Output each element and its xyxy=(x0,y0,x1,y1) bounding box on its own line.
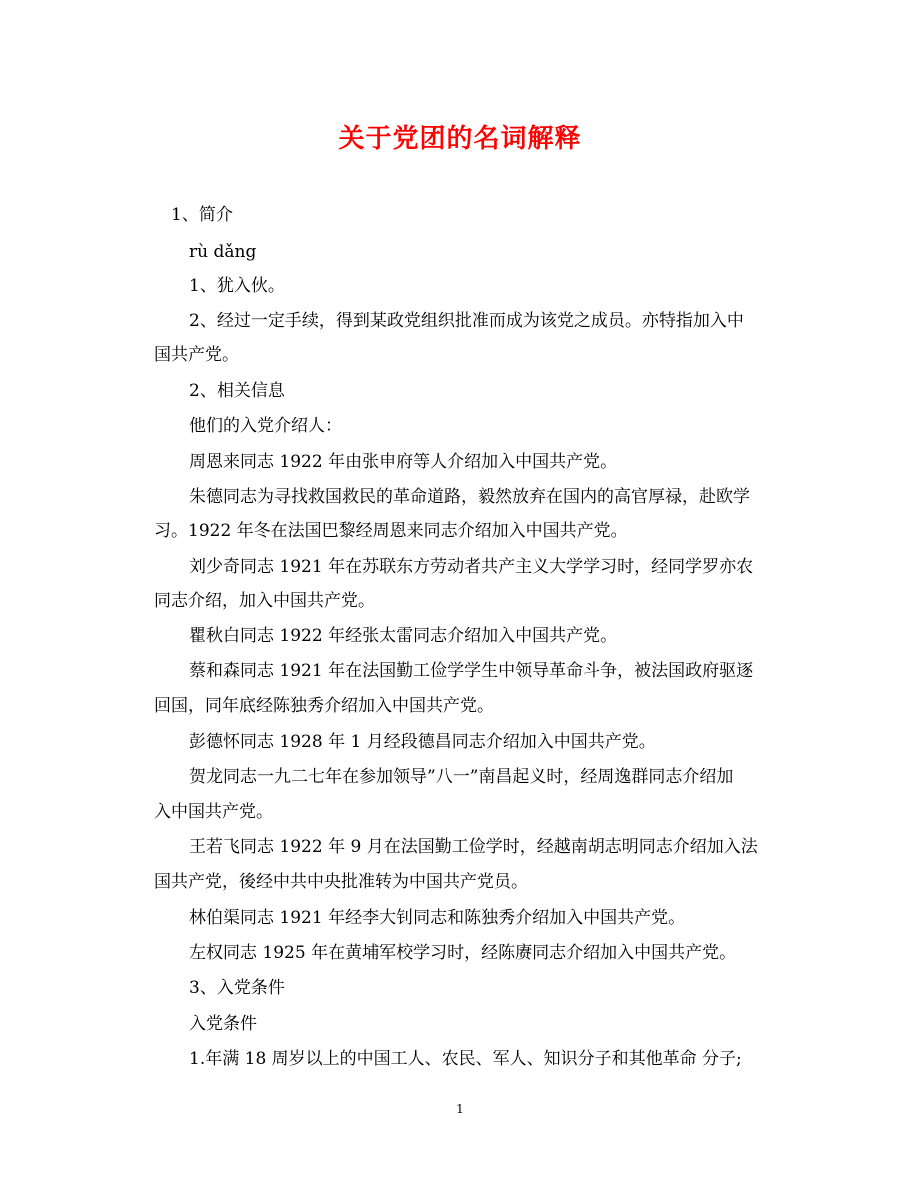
paragraph-line: 贺龙同志一九二七年在参加领导”八一”南昌起义时，经周逸群同志介绍加 xyxy=(189,767,734,787)
page-number: 1 xyxy=(456,1102,464,1116)
paragraph-line: 刘少奇同志 1921 年在苏联东方劳动者共产主义大学学习时，经同学罗亦农 xyxy=(189,557,754,577)
paragraph-line: 入中国共产党。 xyxy=(154,802,273,822)
paragraph-line: 1.年满 18 周岁以上的中国工人、农民、军人、知识分子和其他革命 分子; xyxy=(189,1049,742,1069)
paragraph-line: 林伯渠同志 1921 年经李大钊同志和陈独秀介绍加入中国共产党。 xyxy=(189,908,686,928)
paragraph-line: 左权同志 1925 年在黄埔军校学习时，经陈赓同志介绍加入中国共产党。 xyxy=(189,943,737,963)
paragraph-line: 蔡和森同志 1921 年在法国勤工俭学学生中领导革命斗争，被法国政府驱逐 xyxy=(189,661,754,681)
paragraph-line: 入党条件 xyxy=(189,1014,257,1034)
section-heading-conditions: 3、入党条件 xyxy=(189,978,285,998)
pinyin-line: rù dǎng xyxy=(189,242,257,262)
paragraph-line: 朱德同志为寻找救国救民的革命道路，毅然放弃在国内的高官厚禄，赴欧学 xyxy=(189,487,750,507)
paragraph-line: 国共产党。 xyxy=(154,345,239,365)
paragraph-line: 国共产党，後经中共中央批准转为中国共产党员。 xyxy=(154,872,528,892)
paragraph-line: 1、犹入伙。 xyxy=(189,276,285,296)
paragraph-line: 回国，同年底经陈独秀介绍加入中国共产党。 xyxy=(154,696,494,716)
document-title: 关于党团的名词解释 xyxy=(338,124,582,154)
paragraph-line: 2、经过一定手续，得到某政党组织批准而成为该党之成员。亦特指加入中 xyxy=(189,311,744,331)
paragraph-line: 周恩来同志 1922 年由张申府等人介绍加入中国共产党。 xyxy=(189,452,618,472)
paragraph-line: 彭德怀同志 1928 年 1 月经段德昌同志介绍加入中国共产党。 xyxy=(189,732,656,752)
paragraph-line: 王若飞同志 1922 年 9 月在法国勤工俭学时，经越南胡志明同志介绍加入法 xyxy=(189,837,758,857)
section-heading-info: 2、相关信息 xyxy=(189,381,285,401)
section-heading-intro: 1、简介 xyxy=(171,205,233,225)
paragraph-line: 同志介绍，加入中国共产党。 xyxy=(154,591,375,611)
paragraph-line: 他们的入党介绍人： xyxy=(189,416,342,436)
paragraph-line: 瞿秋白同志 1922 年经张太雷同志介绍加入中国共产党。 xyxy=(189,626,618,646)
paragraph-line: 习。1922 年冬在法国巴黎经周恩来同志介绍加入中国共产党。 xyxy=(154,521,628,541)
